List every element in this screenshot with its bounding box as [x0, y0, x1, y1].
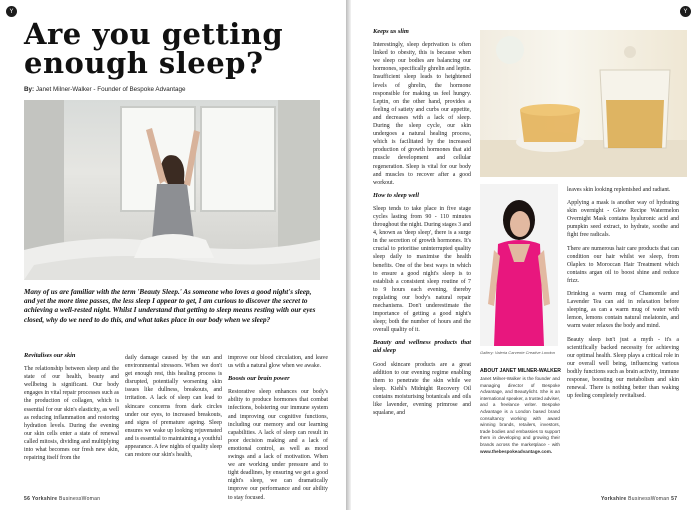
- column-2: [125, 354, 222, 494]
- woman-pink-dress: [480, 184, 558, 346]
- byline: [24, 86, 185, 93]
- photo-caption: Gallery: Valeria Carvente Creative London: [480, 350, 556, 355]
- body-text: There are numerous hair care products that can condition our hair whilst we sleep, from Olaplex to Moroccan Hair Treatment which contains argan oil to boost shine and reduce frizz.: [567, 245, 679, 284]
- article-title: Are you getting enough sleep?: [24, 17, 284, 80]
- body-text: Restorative sleep enhances our body's ability to produce hormones that combat infections, bolstering our immune system and improving our cognitive functions, including our memory and our learning capabilities. A lack of sleep can result in poor decision making and a lack of emotional control, as well as mood swings and a lack of motivation. When we are working under pressure and to tight deadlines, by ensuring we get a good night's sleep, we can dramatically improve our performance and our ability to stay focused.: [228, 389, 328, 501]
- body-text: leaves skin looking replenished and radiant.: [567, 187, 671, 193]
- body-text: Good skincare products are a great addition to our evening regime enabling them to penetrate the skin while we sleep. Kiehl's Midnight Recovery Oil contains moisturising botanicals and oils like lavender, evening primrose and squalane, and: [373, 361, 471, 417]
- section-heading: How to sleep well: [373, 191, 419, 199]
- magazine-logo-icon: Y: [680, 6, 691, 17]
- body-text: Drinking a warm mug of Chamomile and Lavender Tea can aid in relaxation before sleeping, as can a warm mug of water with lemon, lemons contain natural melatonin, and warm water relaxes the body and mind.: [567, 291, 679, 330]
- page-footer: [24, 496, 100, 502]
- right-page: [351, 0, 697, 510]
- about-heading: ABOUT JANET MILNER-WALKER: [480, 368, 561, 374]
- body-text: Beauty sleep isn't just a myth - it's a scientifically backed necessity for achieving our optimal health. Sleep plays a critical role in our overall well being, influencing various bodily functions such as brain activity, immune response, boosting our metabolism and skin renewal. There is nothing better than waking up feeling completely revitalised.: [567, 336, 679, 400]
- body-text: Interestingly, sleep deprivation is often linked to obesity, this is because when we sleep our bodies are balancing our hormones, specifically ghrelin and leptin. Insufficient sleep leads to heightened levels of ghrelin, the hormone responsible for making us feel hungry. Leptin, on the other hand, provides a feeling of satiety and curbs our appetite, and decreases with a lack of sleep. During the sleep cycle, our skin undergoes a natural healing process, which is facilitated by the increased production of growth hormones that aid muscle development and cellular regeneration. Sleep is vital for our body and muscles to recover after a good workout.: [373, 42, 471, 186]
- column-1: [373, 28, 471, 494]
- tea-cups-illustration: [480, 30, 687, 177]
- herbal-tea-photo: [480, 30, 687, 177]
- magazine-name-suffix: BusinessWoman: [58, 496, 101, 502]
- left-page: [0, 0, 346, 510]
- about-text: Janet Milner-Walker is the founder and managing director of Bespoke Advantage, and Beautylicht. She is an international speaker, a trusted adviser, and a freelance writer. Bespoke Advantage is a London based brand consultancy working with award winning brands, retailers, investors, trade bodies and embassies to support them in developing and growing their brands across the marketplace - with: [480, 376, 560, 447]
- body-text: Sleep tends to take place in five stage cycles lasting from 90 - 110 minutes throughout the night. During stages 3 and 4, known as 'deep sleep', there is a surge in the secretion of growth hormones. It's crucial to prioritise uninterrupted quality sleep daily to maximise the health benefits. One of the best ways in which to ensure a good night's sleep is to establish a consistent sleep routine of 7 to 9 hours each evening, thereby regulating our body's natural repair mechanisms. Don't underestimate the importance of getting a good night's sleep; both the number of hours and the overall quality of it.: [373, 205, 472, 334]
- byline-author: Janet Milner-Walker - Founder of Bespoke Advantage: [35, 86, 186, 93]
- column-1: [24, 352, 119, 494]
- body-text: Applying a mask is another way of hydrating skin overnight - Glow Recipe Watermelon Overnight Mask contains hyaluronic acid and pumpkin seed extract, to hydrate, soothe and fight free radicals.: [567, 200, 679, 239]
- section-heading: Boosts our brain power: [228, 375, 290, 383]
- page-footer: [601, 496, 677, 502]
- section-heading: Revitalises our skin: [24, 352, 76, 359]
- byline-label: By:: [24, 86, 35, 93]
- page-number: 57: [671, 496, 678, 502]
- column-3: [567, 186, 679, 494]
- magazine-name: Yorkshire: [31, 496, 58, 502]
- magazine-name-suffix: BusinessWoman: [628, 496, 670, 502]
- section-heading: Beauty and wellness products that aid sleep: [373, 339, 471, 355]
- author-portrait: [480, 184, 558, 346]
- column-3: [228, 354, 328, 501]
- lead-paragraph: Many of us are familiar with the term 'Beauty Sleep.' As someone who loves a good night's sleep, and yet the more time passes, the less sleep I appear to get, I am curious to discover the secret to achieving a well-rested night. Whilst I understand that getting to sleep means resting with our eyes closed, why do we need to do this, and what takes place in our body when we sleep?: [24, 288, 316, 324]
- author-website-link[interactable]: www.thebespokeadvantage.com.: [480, 448, 553, 454]
- body-text: The relationship between sleep and the state of our health, beauty and wellbeing is significant. Our body engages in vital repair processes such as the production of collagen, which is essential for our skin's elasticity, as well as reducing inflammation and restoring hydration levels. During the evening our skin cells enter a state of renewal called mitosis, dividing and multiplying into what becomes our fresh new skin, repairing itself from the: [24, 366, 119, 462]
- body-text: daily damage caused by the sun and environmental stressors. When we don't get enough rest, this healing process is disrupted, potentially worsening skin issues like dullness, breakouts, and irritation. A lack of sleep can lead to skincare concerns from dark circles under our eyes, to increased breakouts, and signs of premature ageing. Sleep ensures we wake up looking rejuvenated and is essential to maintaining a youthful appearance. A few nights of quality sleep can restore our skin's health,: [125, 355, 222, 459]
- woman-figure: [24, 100, 320, 280]
- body-text: improve our blood circulation, and leave us with a natural glow when we awake.: [228, 355, 328, 370]
- magazine-logo-icon: Y: [6, 6, 17, 17]
- page-number: 56: [24, 496, 31, 502]
- section-heading: Keeps us slim: [373, 28, 409, 35]
- woman-stretching-photo: [24, 100, 320, 280]
- about-author: [480, 376, 560, 455]
- magazine-name: Yorkshire: [601, 496, 627, 502]
